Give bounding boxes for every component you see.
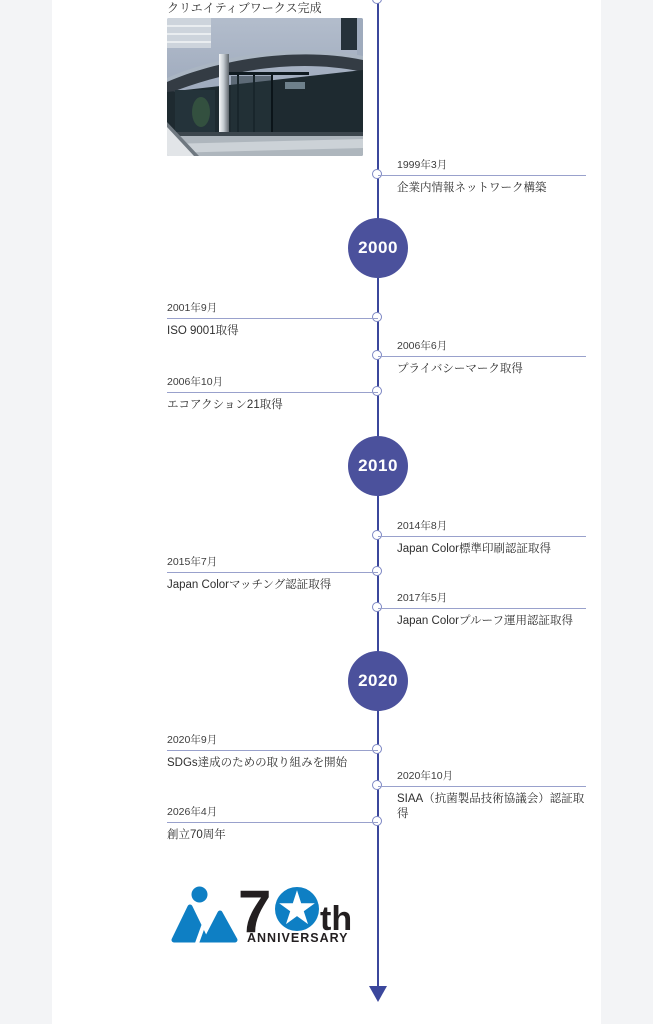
event-date: 2006年10月 [167, 373, 378, 393]
decade-circle-2000 [348, 218, 408, 278]
event-description: ISO 9001取得 [167, 325, 239, 337]
timeline-event [167, 731, 378, 771]
event-description: SDGs達成のための取り組みを開始 [167, 757, 348, 769]
timeline-event [378, 517, 586, 557]
70th-anniversary-logo [170, 884, 362, 948]
decade-label: 2020 [358, 671, 398, 690]
timeline-event [378, 337, 586, 377]
event-description: 創立70周年 [167, 829, 226, 841]
timeline-event [378, 767, 586, 822]
building-entrance-photo [167, 18, 363, 156]
timeline-event [167, 373, 378, 413]
decade-circle-2010 [348, 436, 408, 496]
decade-label: 2010 [358, 456, 398, 475]
event-date: 2001年9月 [167, 299, 378, 319]
event-description: 企業内情報ネットワーク構築 [397, 182, 547, 194]
timeline-event [378, 156, 586, 196]
event-description: SIAA（抗菌製品技術協議会）認証取得 [397, 793, 585, 820]
timeline-event [167, 299, 378, 339]
logo-caption: ANNIVERSARY [247, 931, 349, 945]
top-event-title: クリエイティブワークス完成 [167, 1, 322, 15]
event-description: エコアクション21取得 [167, 399, 283, 411]
company-mark-icon [174, 887, 235, 947]
event-description: プライバシーマーク取得 [397, 363, 523, 375]
event-description: Japan Colorマッチング認証取得 [167, 579, 332, 591]
event-date: 2026年4月 [167, 803, 378, 823]
event-date: 2015年7月 [167, 553, 378, 573]
timeline-event [378, 589, 586, 629]
event-description: Japan Color標準印刷認証取得 [397, 543, 552, 555]
event-date: 2006年6月 [378, 337, 586, 357]
event-date: 2020年9月 [167, 731, 378, 751]
decade-circle-2020 [348, 651, 408, 711]
timeline-arrow-down-icon [369, 986, 387, 1002]
event-date: 2014年8月 [378, 517, 586, 537]
logo-star-circle-icon [275, 887, 319, 931]
event-date: 2020年10月 [378, 767, 586, 787]
logo-number: 7 [238, 884, 272, 945]
content-column [52, 0, 601, 1024]
logo-suffix: th [320, 900, 353, 938]
event-description: Japan Colorプルーフ運用認証取得 [397, 615, 573, 627]
event-date: 2017年5月 [378, 589, 586, 609]
decade-label: 2000 [358, 238, 398, 257]
event-date: 1999年3月 [378, 156, 586, 176]
timeline-event [167, 553, 378, 593]
timeline-event [167, 803, 378, 843]
timeline-node [372, 0, 382, 4]
